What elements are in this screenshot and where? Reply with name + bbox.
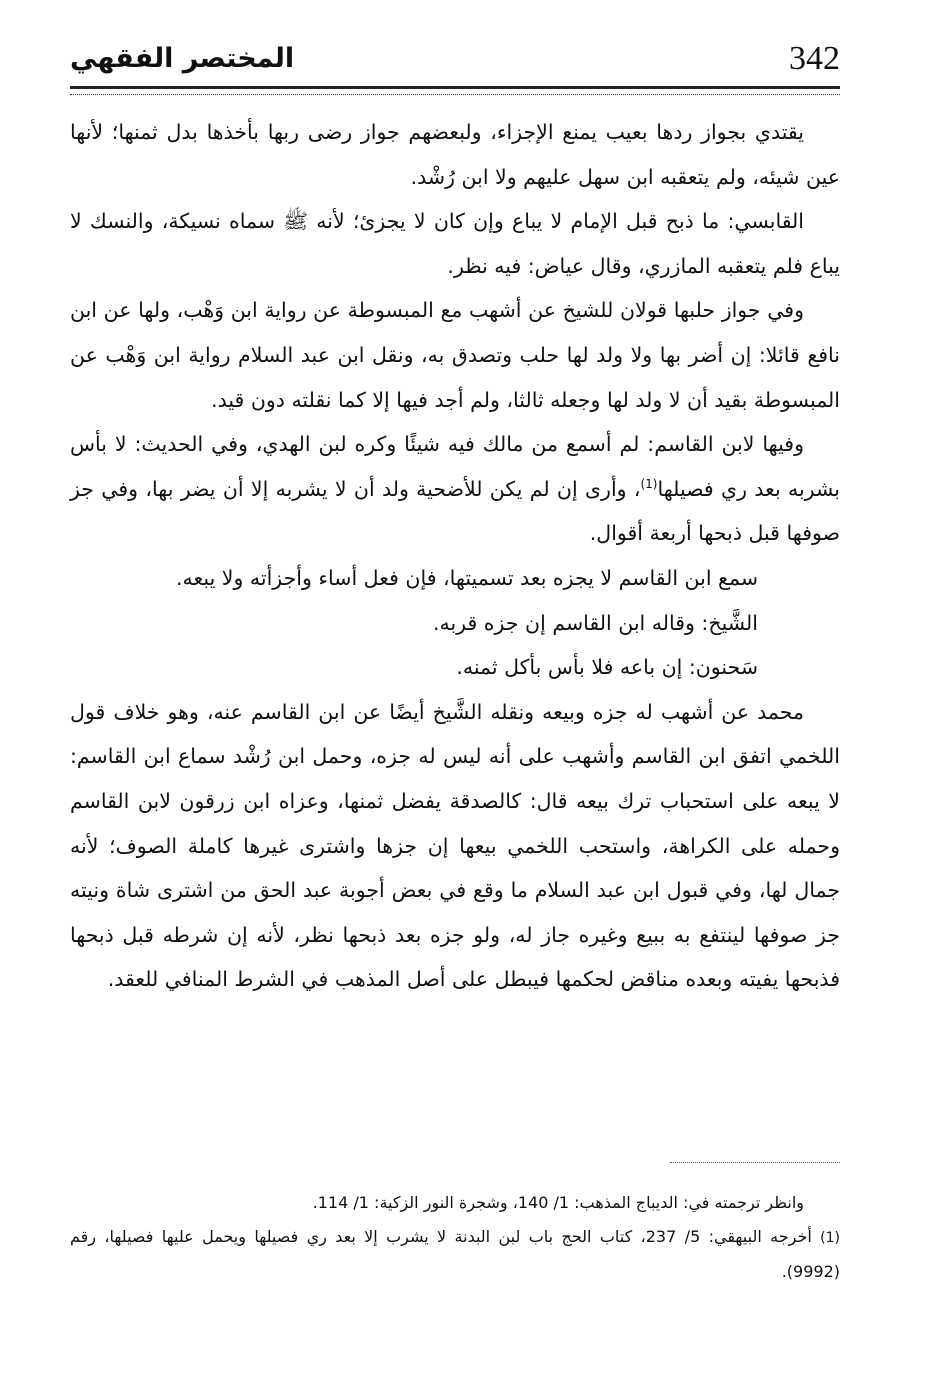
- footnote-marker: (1): [820, 1230, 841, 1246]
- paragraph: سَحنون: إن باعه فلا بأس بأكل ثمنه.: [456, 655, 758, 680]
- main-text: [70, 110, 840, 1002]
- paragraph: يقتدي بجواز ردها بعيب يمنع الإجزاء، ولبعضهم جواز رضى ربها بأخذها بدل ثمنها؛ لأنها عين شيئه، ولم يتعقبه ابن سهل عليهم ولا ابن رُشْد.: [70, 120, 840, 189]
- footnote-divider: [670, 1162, 840, 1163]
- header-divider: [70, 86, 840, 95]
- paragraph: سمع ابن القاسم لا يجزه بعد تسميتها، فإن فعل أساء وأجزأته ولا يبعه.: [175, 565, 758, 590]
- footnote-text: أخرجه البيهقي: 5/ 237، كتاب الحج باب لبن البدنة لا يشرب إلا بعد ري فصيلها ويحمل عليها فصيلها، رقم (9992).: [70, 1227, 840, 1281]
- page-number: 342: [789, 40, 840, 77]
- paragraph-text: أن لا يشربه إلا أن يضر بها، وفي جز صوفها قبل ذبحها أربعة أقوال.: [70, 476, 840, 546]
- footnotes: [70, 1186, 840, 1289]
- page-header: [70, 34, 840, 84]
- footnote-reference[interactable]: (1): [640, 476, 658, 491]
- running-title: المختصر الفقهي: [70, 43, 295, 74]
- paragraph: الشَّيخ: وقاله ابن القاسم إن جزه قربه.: [432, 610, 758, 635]
- paragraph-with-footnote-ref: [70, 422, 840, 556]
- paragraph: القابسي: ما ذبح قبل الإمام لا يباع وإن كان لا يجزئ؛ لأنه ﷺ سماه نسيكة، والنسك لا يباع فلم يتعقبه المازري، وقال عياض: فيه نظر.: [70, 209, 840, 278]
- paragraph-text: ، وأرى إن لم يكن للأضحية ولد: [381, 476, 641, 501]
- paragraph: وفي جواز حلبها قولان للشيخ عن أشهب مع المبسوطة عن رواية ابن وَهْب، ولها عن ابن نافع قائلا: إن أضر بها ولا ولد لها حلب وتصدق به، ونقل ابن عبد السلام رواية ابن وَهْب عن المبسوطة بقيد أن لا ولد لها وجعله ثالثا، ولم أجد فيها إلا كما نقلته دون قيد.: [70, 298, 840, 412]
- paragraph: محمد عن أشهب له جزه وبيعه ونقله الشَّيخ أيضًا عن ابن القاسم عنه، وهو خلاف قول اللخمي اتفق ابن القاسم وأشهب على أنه ليس له جزه، وحمل ابن رُشْد سماع ابن القاسم: لا يبعه على استحباب ترك بيعه قال: كالصدقة يفضل ثمنها، وعزاه ابن زرقون لابن القاسم وحمله على الكراهة، واستحب اللخمي بيعها إن جزها واشترى غيرها كاملة الصوف؛ لأنه جمال لها، وفي قبول ابن عبد السلام ما وقع في بعض أجوبة عبد الحق من اشترى شاة ونيته جز صوفها لينتفع به ببيع وغيره جاز له، ولو جزه بعد ذبحها نظر، لأنه إن شرطه قبل ذبحها فذبحها يفيته وبعده مناقض لحكمها فيبطل على أصل المذهب في الشرط المنافي للعقد.: [70, 699, 840, 992]
- footnote-1: [70, 1220, 840, 1289]
- footnote-continuation: وانظر ترجمته في: الديباج المذهب: 1/ 140، وشجرة النور الزكية: 1/ 114.: [312, 1193, 804, 1212]
- paragraph-text: وفيها لابن القاسم: لم أسمع من مالك فيه شيئًا وكره لبن الهدي، وفي الحديث: لا بأس بشربه بعد ري فصيلها: [70, 432, 840, 501]
